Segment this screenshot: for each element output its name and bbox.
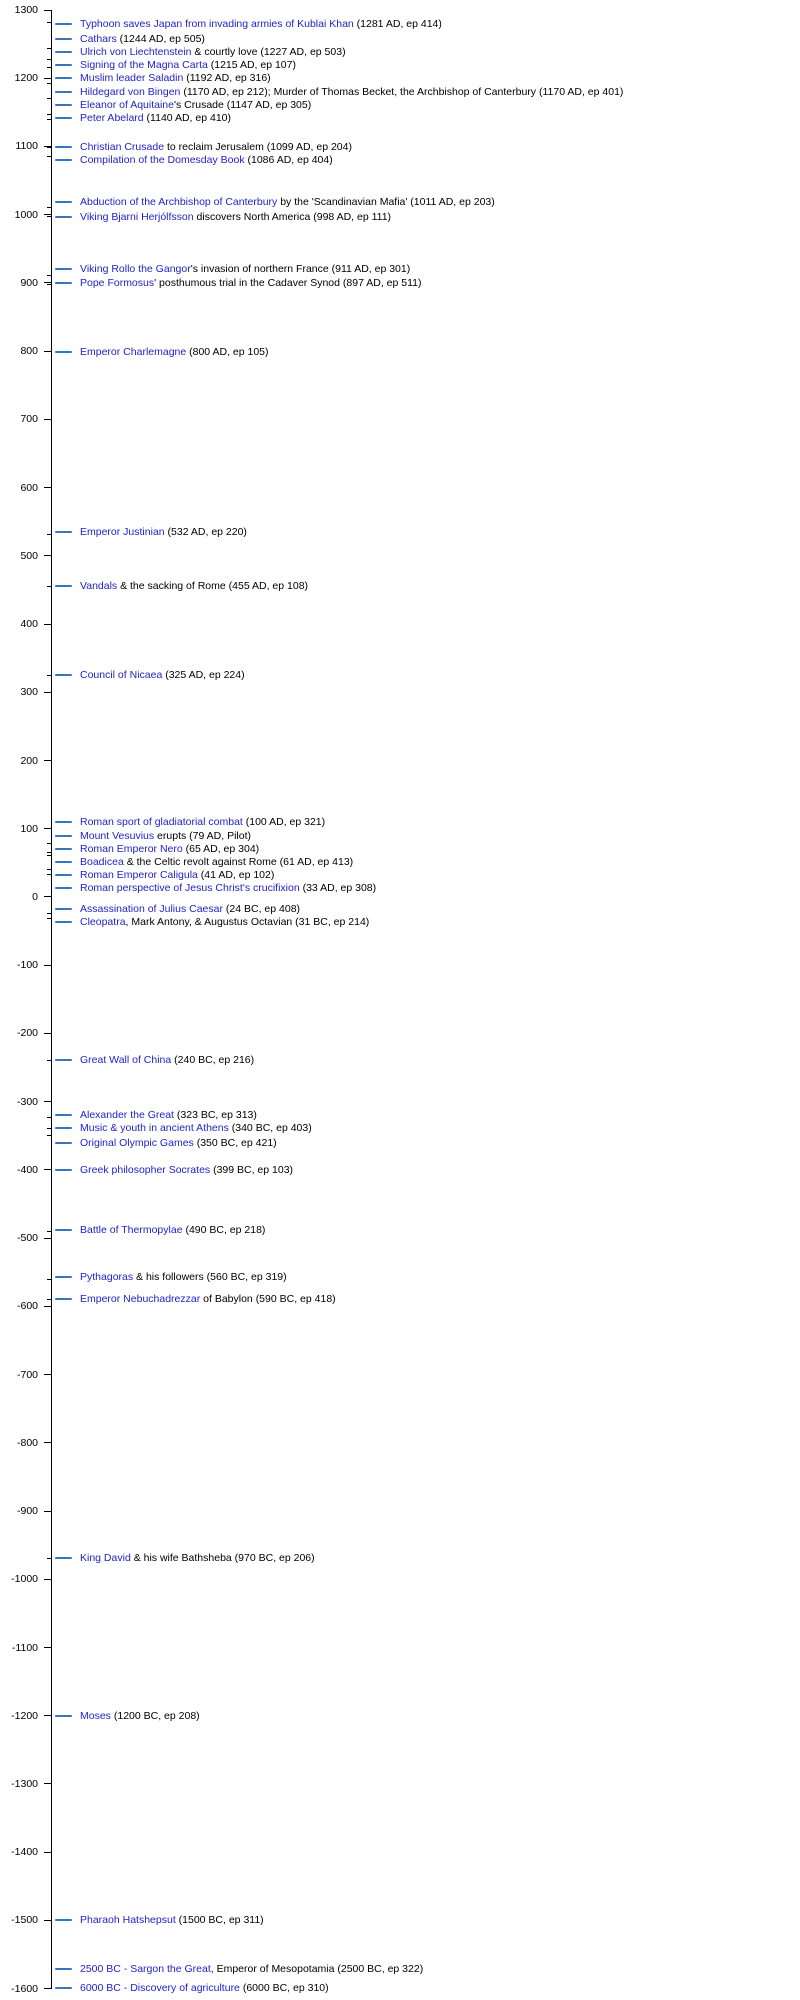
event-detail-text: & the sacking of Rome (455 AD, ep 108): [117, 580, 309, 592]
timeline-event: [80, 843, 259, 855]
axis-tick-mark: [44, 624, 51, 625]
event-leader-line: [55, 821, 72, 823]
timeline-event: [80, 18, 442, 30]
timeline-event: [80, 112, 231, 124]
event-detail-text: (399 BC, ep 103): [210, 1164, 294, 1176]
axis-tick-label: -200: [16, 1027, 38, 1040]
event-leader-line: [55, 64, 72, 66]
axis-tick-label: -1400: [11, 1846, 38, 1859]
event-leader-line: [55, 908, 72, 910]
axis-tick-label: 1200: [14, 72, 38, 85]
event-detail-text: (1200 BC, ep 208): [110, 1710, 200, 1722]
event-year-tick: [47, 284, 51, 285]
timeline-event: [80, 816, 325, 828]
axis-tick-label: 200: [20, 754, 38, 767]
timeline-event: [80, 263, 410, 275]
event-leader-line: [55, 38, 72, 40]
event-leader-line: [55, 91, 72, 93]
event-title-link: Viking Bjarni Herjólfsson: [80, 211, 194, 223]
axis-tick-mark: [44, 1374, 51, 1375]
axis-tick-label: 700: [20, 413, 38, 426]
event-leader-line: [55, 1276, 72, 1278]
event-title-link: Pythagoras: [80, 1271, 134, 1283]
event-leader-line: [55, 835, 72, 837]
axis-tick-mark: [44, 78, 51, 79]
timeline-event: [80, 346, 269, 358]
timeline-event: [80, 669, 245, 681]
event-title-link: Hildegard von Bingen: [80, 86, 181, 98]
event-leader-line: [55, 674, 72, 676]
timeline-event: [80, 33, 205, 45]
event-title-link: Roman perspective of Jesus Christ's crucifixion: [80, 882, 300, 894]
timeline-event: [80, 277, 422, 289]
axis-tick-label: 0: [32, 890, 38, 903]
event-title-link: Council of Nicaea: [80, 669, 163, 681]
event-detail-text: & courtly love (1227 AD, ep 503): [191, 46, 346, 58]
axis-tick-label: -400: [16, 1163, 38, 1176]
event-detail-text: (1281 AD, ep 414): [353, 18, 442, 30]
event-leader-line: [55, 921, 72, 923]
event-leader-line: [55, 848, 72, 850]
timeline-event: [80, 1914, 264, 1926]
event-year-tick: [47, 675, 51, 676]
event-leader-line: [55, 23, 72, 25]
event-leader-line: [55, 1059, 72, 1061]
event-title-link: Roman sport of gladiatorial combat: [80, 816, 243, 828]
event-leader-line: [55, 1127, 72, 1129]
event-title-link: Christian Crusade: [80, 141, 165, 153]
timeline-event: [80, 1054, 254, 1066]
event-detail-text: (532 AD, ep 220): [164, 526, 247, 538]
event-year-tick: [47, 1060, 51, 1061]
event-title-link: Abduction of the Archbishop of Canterbury: [80, 196, 278, 208]
event-detail-text: (490 BC, ep 218): [182, 1224, 266, 1236]
axis-tick-mark: [44, 1238, 51, 1239]
event-year-tick: [47, 1117, 51, 1118]
event-year-tick: [47, 1299, 51, 1300]
axis-tick-mark: [44, 1442, 51, 1443]
axis-tick-mark: [44, 692, 51, 693]
event-title-link: Emperor Justinian: [80, 526, 165, 538]
event-detail-text: (1500 BC, ep 311): [175, 1914, 264, 1926]
event-year-tick: [47, 48, 51, 49]
event-year-tick: [47, 22, 51, 23]
event-detail-text: & his followers (560 BC, ep 319): [133, 1271, 287, 1283]
axis-tick-label: -1000: [11, 1573, 38, 1586]
event-title-link: Assassination of Julius Caesar: [80, 903, 223, 915]
y-axis-line: [51, 10, 52, 1989]
event-title-link: King David: [80, 1552, 131, 1564]
event-leader-line: [55, 216, 72, 218]
event-detail-text: (100 AD, ep 321): [242, 816, 326, 828]
event-title-link: 2500 BC - Sargon the Great: [80, 1963, 211, 1975]
event-year-tick: [47, 98, 51, 99]
event-detail-text: (33 AD, ep 308): [299, 882, 377, 894]
event-leader-line: [55, 268, 72, 270]
event-detail-text: (41 AD, ep 102): [197, 869, 275, 881]
event-detail-text: (1244 AD, ep 505): [116, 33, 205, 45]
timeline-event: [80, 196, 495, 208]
timeline-event: [80, 211, 391, 223]
timeline-event: [80, 1122, 312, 1134]
timeline-event: [80, 154, 333, 166]
event-year-tick: [47, 874, 51, 875]
timeline-event: [80, 59, 296, 71]
event-leader-line: [55, 1169, 72, 1171]
event-leader-line: [55, 861, 72, 863]
axis-tick-label: 500: [20, 549, 38, 562]
event-detail-text: (1140 AD, ep 410): [143, 112, 232, 124]
timeline-event: [80, 580, 308, 592]
event-title-link: Mount Vesuvius: [80, 830, 155, 842]
event-year-tick: [47, 828, 51, 829]
event-title-link: Emperor Nebuchadrezzar: [80, 1293, 201, 1305]
axis-tick-label: 300: [20, 686, 38, 699]
timeline-event: [80, 1271, 287, 1283]
event-year-tick: [47, 156, 51, 157]
axis-tick-label: -1500: [11, 1914, 38, 1927]
axis-tick-mark: [44, 896, 51, 897]
event-title-link: Alexander the Great: [80, 1109, 174, 1121]
timeline-event: [80, 1224, 265, 1236]
event-title-link: Roman Emperor Caligula: [80, 869, 198, 881]
timeline-event: [80, 830, 251, 842]
event-leader-line: [55, 146, 72, 148]
event-title-link: Cathars: [80, 33, 117, 45]
event-year-tick: [47, 83, 51, 84]
event-year-tick: [47, 1279, 51, 1280]
event-title-link: Roman Emperor Nero: [80, 843, 183, 855]
axis-tick-mark: [44, 555, 51, 556]
timeline-event: [80, 916, 369, 928]
event-year-tick: [47, 1169, 51, 1170]
event-title-link: Signing of the Magna Carta: [80, 59, 208, 71]
event-year-tick: [47, 351, 51, 352]
axis-tick-label: 1000: [14, 208, 38, 221]
axis-tick-mark: [44, 419, 51, 420]
axis-tick-label: -500: [16, 1232, 38, 1245]
event-year-tick: [47, 114, 51, 115]
event-leader-line: [55, 1987, 72, 1989]
axis-tick-mark: [44, 1511, 51, 1512]
event-year-tick: [47, 534, 51, 535]
event-title-link: Eleanor of Aquitaine: [80, 99, 174, 111]
event-detail-text: (340 BC, ep 403): [228, 1122, 312, 1134]
axis-tick-label: 1100: [15, 140, 38, 153]
timeline-event: [80, 99, 311, 111]
event-detail-text: of Babylon (590 BC, ep 418): [200, 1293, 336, 1305]
axis-tick-mark: [44, 1988, 51, 1989]
timeline-event: [80, 1293, 336, 1305]
event-leader-line: [55, 887, 72, 889]
event-leader-line: [55, 1229, 72, 1231]
axis-tick-label: 1300: [14, 4, 38, 16]
axis-tick-label: -900: [16, 1505, 38, 1518]
timeline-event: [80, 1710, 200, 1722]
event-title-link: 6000 BC - Discovery of agriculture: [80, 1982, 240, 1994]
event-year-tick: [47, 1715, 51, 1716]
timeline-event: [80, 1963, 423, 1975]
axis-tick-label: -1300: [11, 1777, 38, 1790]
axis-tick-mark: [44, 760, 51, 761]
axis-tick-label: -1600: [11, 1982, 38, 1995]
event-year-tick: [47, 913, 51, 914]
event-leader-line: [55, 1114, 72, 1116]
event-leader-line: [55, 117, 72, 119]
event-year-tick: [47, 216, 51, 217]
event-detail-text: (800 AD, ep 105): [186, 346, 269, 358]
axis-tick-mark: [44, 965, 51, 966]
event-title-link: Viking Rollo the Gangor: [80, 263, 191, 275]
event-detail-text: (1215 AD, ep 107): [207, 59, 296, 71]
axis-tick-mark: [44, 10, 51, 11]
axis-tick-label: -300: [16, 1095, 38, 1108]
timeline-event: [80, 1982, 329, 1994]
event-leader-line: [55, 1968, 72, 1970]
event-year-tick: [47, 119, 51, 120]
event-detail-text: to reclaim Jerusalem (1099 AD, ep 204): [164, 141, 352, 153]
timeline-event: [80, 526, 247, 538]
event-detail-text: & the Celtic revolt against Rome (61 AD, ep 413): [123, 856, 354, 868]
axis-tick-label: -100: [16, 959, 38, 972]
axis-tick-label: 600: [20, 481, 38, 494]
axis-tick-mark: [44, 1852, 51, 1853]
axis-tick-mark: [44, 282, 51, 283]
event-leader-line: [55, 585, 72, 587]
event-leader-line: [55, 282, 72, 284]
event-title-link: Great Wall of China: [80, 1054, 172, 1066]
event-detail-text: , Mark Antony, & Augustus Octavian (31 BC, ep 214): [125, 916, 370, 928]
event-title-link: Muslim leader Saladin: [80, 72, 184, 84]
timeline-event: [80, 46, 346, 58]
event-detail-text: & his wife Bathsheba (970 BC, ep 206): [130, 1552, 315, 1564]
timeline-event: [80, 1164, 293, 1176]
event-title-link: Vandals: [80, 580, 118, 592]
event-year-tick: [47, 586, 51, 587]
timeline-event: [80, 1552, 315, 1564]
axis-tick-label: -600: [16, 1300, 38, 1313]
event-leader-line: [55, 351, 72, 353]
axis-tick-label: -1100: [11, 1641, 38, 1654]
event-detail-text: discovers North America (998 AD, ep 111): [193, 211, 392, 223]
timeline-event: [80, 882, 376, 894]
event-year-tick: [47, 869, 51, 870]
event-leader-line: [55, 51, 72, 53]
event-title-link: Compilation of the Domesday Book: [80, 154, 245, 166]
timeline-event: [80, 1109, 257, 1121]
event-detail-text: (323 BC, ep 313): [173, 1109, 257, 1121]
event-leader-line: [55, 1298, 72, 1300]
event-detail-text: erupts (79 AD, Pilot): [154, 830, 252, 842]
axis-tick-mark: [44, 1783, 51, 1784]
event-title-link: Pope Formosus: [80, 277, 155, 289]
event-title-link: Ulrich von Liechtenstein: [80, 46, 192, 58]
event-year-tick: [47, 1558, 51, 1559]
event-leader-line: [55, 1715, 72, 1717]
event-detail-text: (1086 AD, ep 404): [244, 154, 333, 166]
event-detail-text: (325 AD, ep 224): [162, 669, 245, 681]
axis-tick-label: 800: [20, 345, 38, 358]
axis-tick-mark: [44, 1579, 51, 1580]
event-title-link: Original Olympic Games: [80, 1137, 194, 1149]
event-leader-line: [55, 77, 72, 79]
event-title-link: Pharaoh Hatshepsut: [80, 1914, 176, 1926]
timeline-event: [80, 869, 274, 881]
event-title-link: Typhoon saves Japan from invading armies of Kublai Khan: [80, 18, 354, 30]
axis-tick-label: 400: [20, 618, 38, 631]
event-leader-line: [55, 1142, 72, 1144]
event-leader-line: [55, 531, 72, 533]
event-title-link: Emperor Charlemagne: [80, 346, 187, 358]
axis-tick-mark: [44, 1306, 51, 1307]
event-leader-line: [55, 1557, 72, 1559]
event-leader-line: [55, 104, 72, 106]
axis-tick-label: 100: [20, 822, 38, 835]
event-leader-line: [55, 201, 72, 203]
timeline-event: [80, 903, 300, 915]
event-year-tick: [47, 207, 51, 208]
event-detail-text: by the 'Scandinavian Mafia' (1011 AD, ep 203): [277, 196, 495, 208]
event-detail-text: , Emperor of Mesopotamia (2500 BC, ep 322): [210, 1963, 424, 1975]
event-detail-text: 's Crusade (1147 AD, ep 305): [174, 99, 312, 111]
axis-tick-label: -1200: [11, 1709, 38, 1722]
event-year-tick: [47, 855, 51, 856]
event-title-link: Greek philosopher Socrates: [80, 1164, 211, 1176]
axis-tick-mark: [44, 1101, 51, 1102]
axis-tick-mark: [44, 1647, 51, 1648]
timeline-event: [80, 86, 623, 98]
event-title-link: Boadicea: [80, 856, 124, 868]
event-year-tick: [47, 852, 51, 853]
event-detail-text: 's invasion of northern France (911 AD, ep 301): [190, 263, 411, 275]
event-leader-line: [55, 1919, 72, 1921]
event-title-link: Peter Abelard: [80, 112, 144, 124]
event-year-tick: [47, 147, 51, 148]
event-detail-text: (240 BC, ep 216): [171, 1054, 255, 1066]
event-year-tick: [47, 67, 51, 68]
event-year-tick: [47, 1920, 51, 1921]
event-leader-line: [55, 874, 72, 876]
event-year-tick: [47, 1135, 51, 1136]
event-year-tick: [47, 59, 51, 60]
event-detail-text: (1170 AD, ep 212); Murder of Thomas Becket, the Archbishop of Canterbury (1170 AD, ep 401): [180, 86, 624, 98]
event-detail-text: (6000 BC, ep 310): [239, 1982, 329, 1994]
event-year-tick: [47, 1231, 51, 1232]
event-detail-text: ' posthumous trial in the Cadaver Synod (897 AD, ep 511): [154, 277, 422, 289]
axis-tick-label: 900: [20, 276, 38, 289]
event-detail-text: (350 BC, ep 421): [193, 1137, 277, 1149]
timeline-event: [80, 72, 271, 84]
axis-tick-mark: [44, 487, 51, 488]
event-title-link: Music & youth in ancient Athens: [80, 1122, 229, 1134]
event-year-tick: [47, 275, 51, 276]
timeline-event: [80, 1137, 277, 1149]
timeline-event: [80, 856, 353, 868]
event-detail-text: (1192 AD, ep 316): [183, 72, 271, 84]
axis-tick-mark: [44, 1033, 51, 1034]
event-title-link: Cleopatra: [80, 916, 126, 928]
event-detail-text: (24 BC, ep 408): [223, 903, 301, 915]
event-detail-text: (65 AD, ep 304): [182, 843, 260, 855]
event-title-link: Battle of Thermopylae: [80, 1224, 183, 1236]
event-year-tick: [47, 1128, 51, 1129]
event-year-tick: [47, 843, 51, 844]
event-leader-line: [55, 159, 72, 161]
axis-tick-label: -800: [16, 1436, 38, 1449]
event-year-tick: [47, 918, 51, 919]
axis-tick-label: -700: [16, 1368, 38, 1381]
event-title-link: Moses: [80, 1710, 111, 1722]
timeline-event: [80, 141, 352, 153]
